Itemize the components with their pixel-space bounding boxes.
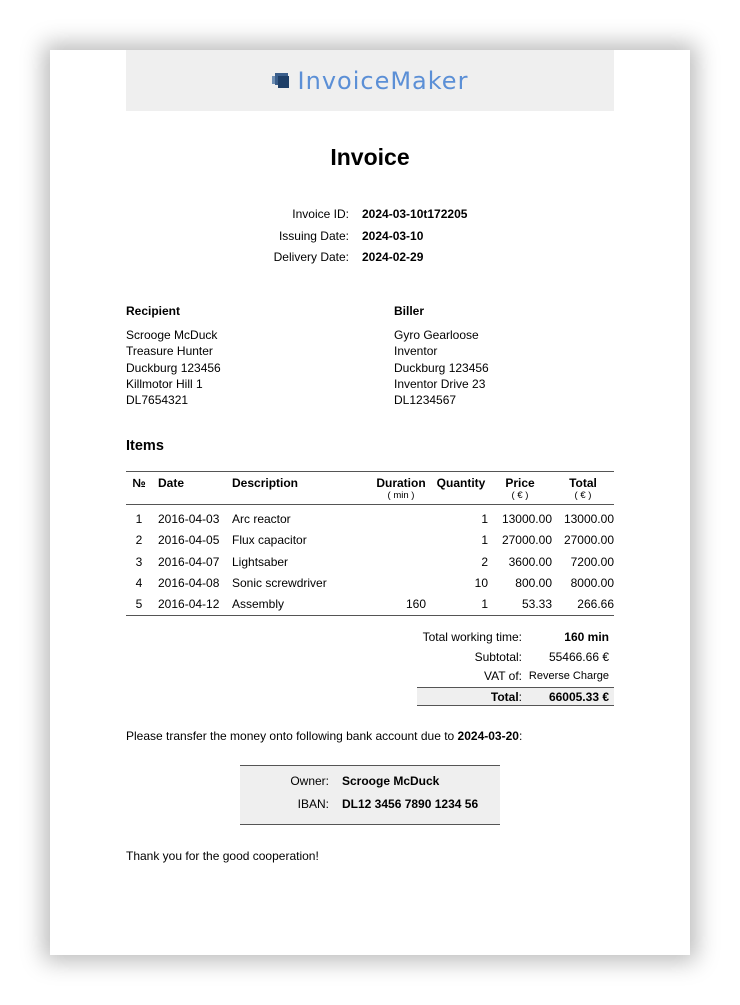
table-row bbox=[126, 505, 614, 530]
item-total: 7200.00 bbox=[570, 554, 614, 569]
grand-total-label bbox=[491, 688, 522, 708]
col-duration bbox=[356, 472, 426, 505]
col-price-label: Price bbox=[505, 476, 535, 490]
grand-total-label-text: Total bbox=[490, 689, 519, 704]
brand-name: InvoiceMaker bbox=[297, 66, 469, 95]
meta-row-issuing-date bbox=[50, 229, 690, 251]
invoice-meta bbox=[50, 207, 690, 272]
item-total: 13000.00 bbox=[563, 512, 614, 527]
item-duration bbox=[356, 551, 426, 572]
biller-line: Inventor bbox=[394, 344, 438, 359]
recipient-line: Scrooge McDuck bbox=[126, 328, 218, 343]
subtotal-row bbox=[417, 648, 614, 668]
item-description: Sonic screwdriver bbox=[232, 575, 327, 590]
col-total-label: Total bbox=[569, 476, 597, 490]
col-date: Date bbox=[152, 472, 226, 505]
items-header-row bbox=[126, 472, 614, 505]
item-quantity: 1 bbox=[481, 512, 488, 527]
item-date: 2016-04-07 bbox=[158, 554, 220, 569]
meta-label: Invoice ID: bbox=[292, 207, 349, 221]
item-quantity: 1 bbox=[481, 533, 488, 548]
item-no: 1 bbox=[135, 512, 143, 527]
working-time-label: Total working time: bbox=[422, 630, 522, 644]
subtotal-value: 55466.66 € bbox=[548, 649, 609, 664]
closing-text: Thank you for the good cooperation! bbox=[126, 849, 319, 863]
invoicemaker-logo-icon bbox=[272, 72, 292, 90]
item-duration bbox=[356, 530, 426, 551]
item-date: 2016-04-12 bbox=[152, 594, 226, 615]
col-duration-label: Duration bbox=[376, 476, 426, 490]
subtotal-label: Subtotal: bbox=[474, 649, 522, 664]
item-price: 13000.00 bbox=[501, 512, 552, 527]
table-row bbox=[126, 572, 614, 593]
iban-label: IBAN: bbox=[297, 797, 329, 811]
recipient-line: Killmotor Hill 1 bbox=[126, 376, 203, 391]
total-working-time-row bbox=[417, 628, 614, 648]
biller-line: Duckburg 123456 bbox=[394, 360, 489, 375]
col-price bbox=[488, 472, 552, 505]
grand-total-value: 66005.33 € bbox=[548, 689, 609, 704]
biller-heading: Biller bbox=[394, 304, 425, 318]
iban-value: DL12 3456 7890 1234 56 bbox=[342, 797, 479, 811]
grand-total-colon: : bbox=[518, 689, 522, 704]
brand-banner bbox=[126, 50, 614, 111]
owner-value: Scrooge McDuck bbox=[342, 774, 440, 788]
issuing-date-value: 2024-03-10 bbox=[362, 228, 424, 243]
recipient-heading: Recipient bbox=[126, 304, 181, 318]
item-quantity: 10 bbox=[474, 575, 488, 590]
due-date: 2024-03-20 bbox=[457, 729, 519, 743]
bank-iban-row bbox=[240, 797, 500, 820]
col-quantity: Quantity bbox=[426, 472, 488, 505]
invoice-title: Invoice bbox=[330, 144, 410, 170]
vat-row bbox=[417, 667, 614, 687]
recipient-line: Treasure Hunter bbox=[126, 344, 213, 359]
item-date: 2016-04-03 bbox=[158, 512, 220, 527]
invoice-page bbox=[50, 50, 690, 955]
item-total: 8000.00 bbox=[570, 575, 614, 590]
owner-label: Owner: bbox=[290, 774, 329, 788]
item-price: 800.00 bbox=[515, 575, 552, 590]
working-time-value: 160 min bbox=[564, 630, 609, 644]
item-description: Assembly bbox=[226, 594, 356, 615]
item-quantity: 1 bbox=[426, 594, 488, 615]
meta-label: Delivery Date: bbox=[273, 250, 349, 264]
table-row bbox=[126, 594, 614, 615]
vat-value: Reverse Charge bbox=[528, 670, 609, 682]
item-quantity: 2 bbox=[481, 554, 488, 569]
item-total: 266.66 bbox=[552, 594, 614, 615]
biller-line: Inventor Drive 23 bbox=[394, 376, 486, 391]
item-no: 5 bbox=[126, 594, 152, 615]
item-description: Lightsaber bbox=[232, 554, 289, 569]
transfer-text: Please transfer the money onto following bank account due to bbox=[126, 729, 458, 743]
items-heading: Items bbox=[126, 438, 164, 454]
item-price: 27000.00 bbox=[501, 533, 552, 548]
item-date: 2016-04-08 bbox=[158, 575, 220, 590]
delivery-date-value: 2024-02-29 bbox=[362, 250, 424, 264]
transfer-suffix: : bbox=[518, 729, 523, 743]
invoice-id-value: 2024-03-10t172205 bbox=[362, 207, 468, 221]
meta-row-invoice-id bbox=[50, 207, 690, 229]
item-price: 3600.00 bbox=[508, 554, 552, 569]
col-no: № bbox=[126, 472, 152, 505]
col-price-unit: ( € ) bbox=[511, 490, 529, 501]
bank-details bbox=[240, 765, 500, 825]
recipient-line: Duckburg 123456 bbox=[126, 360, 221, 375]
totals-block bbox=[417, 628, 614, 706]
biller-line: Gyro Gearloose bbox=[394, 328, 479, 343]
col-description: Description bbox=[226, 472, 356, 505]
table-row bbox=[126, 551, 614, 572]
item-no: 3 bbox=[135, 554, 143, 569]
col-total bbox=[552, 472, 614, 505]
items-table bbox=[126, 471, 614, 616]
meta-label: Issuing Date: bbox=[278, 228, 349, 243]
item-date: 2016-04-05 bbox=[158, 533, 220, 548]
grand-total-row bbox=[417, 687, 614, 707]
item-duration: 160 bbox=[356, 594, 426, 615]
recipient-line: DL7654321 bbox=[126, 393, 189, 408]
col-duration-unit: ( min ) bbox=[387, 490, 415, 501]
item-price: 53.33 bbox=[488, 594, 552, 615]
vat-label: VAT of: bbox=[483, 669, 522, 683]
biller-block bbox=[394, 303, 489, 408]
item-description: Arc reactor bbox=[232, 512, 291, 527]
item-no: 4 bbox=[135, 575, 143, 590]
meta-row-delivery-date bbox=[50, 250, 690, 272]
item-total: 27000.00 bbox=[563, 533, 614, 548]
biller-line: DL1234567 bbox=[394, 393, 457, 408]
item-duration bbox=[356, 505, 426, 530]
item-duration bbox=[356, 572, 426, 593]
item-description: Flux capacitor bbox=[232, 533, 307, 548]
item-no: 2 bbox=[135, 533, 143, 548]
recipient-block bbox=[126, 303, 221, 408]
table-row bbox=[126, 530, 614, 551]
transfer-instructions bbox=[126, 729, 522, 743]
bank-owner-row bbox=[240, 774, 500, 797]
col-total-unit: ( € ) bbox=[574, 490, 592, 501]
